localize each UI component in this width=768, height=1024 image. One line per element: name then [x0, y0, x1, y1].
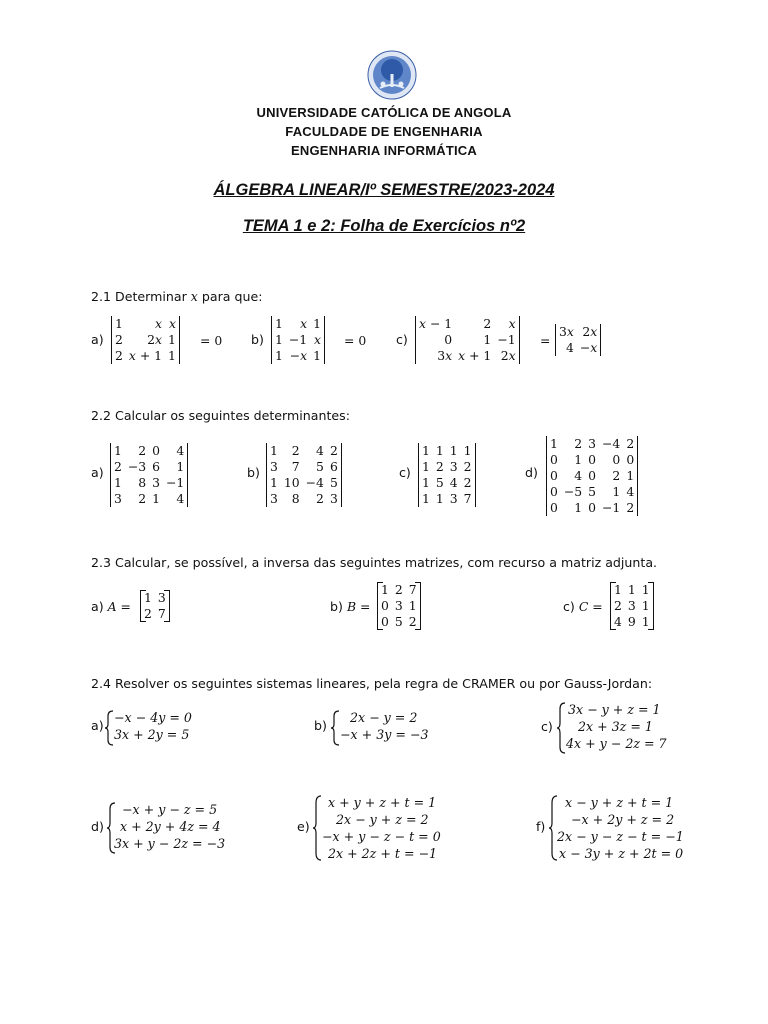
question-2-2: 2.2 Calcular os seguintes determinantes:	[91, 408, 350, 423]
matrix-B: 1 2 7 0 3 1 0 5 2	[377, 582, 421, 630]
system-2-4-c: 3x − y + z = 1 2x + 3z = 1 4x + y − 2z = 7	[566, 702, 667, 751]
question-2-1: 2.1 Determinar x para que:	[91, 289, 263, 304]
label-2-2-d: d)	[525, 465, 538, 480]
determinant-2-1-c-right: 3x 2x 4 −x	[555, 324, 601, 356]
label-2-1-a: a)	[91, 332, 104, 347]
determinant-2-2-a: 1 2 0 4 2 −3 6 1 1 8 3 −1 3 2 1 4	[110, 443, 188, 507]
faculty-name: FACULDADE DE ENGENHARIA	[285, 124, 483, 139]
equals-2-1-a: = 0	[200, 333, 223, 348]
determinant-2-1-a: 1 x x 2 2x 1 2 x + 1 1	[111, 316, 180, 364]
brace-icon	[104, 710, 114, 746]
question-2-3: 2.3 Calcular, se possível, a inversa das seguintes matrizes, com recurso a matriz adjunta.	[91, 555, 658, 570]
brace-icon	[330, 710, 340, 746]
determinant-2-1-c-left: x − 1 2 x 0 1 −1 3x x + 1 2x	[415, 316, 520, 364]
question-2-4: 2.4 Resolver os seguintes sistemas lineares, pela regra de CRAMER ou por Gauss-Jordan:	[91, 676, 653, 691]
matrix-C: 1 1 1 2 3 1 4 9 1	[610, 582, 654, 630]
system-2-4-e: x + y + z + t = 1 2x − y + z = 2 −x + y − z − t = 0 2x + 2z + t = −1	[322, 795, 441, 861]
determinant-2-2-d: 1 2 3 −4 2 0 1 0 0 0 0 4 0 2 1 0 −5 5 1 4 0 1 0 −1 2	[546, 436, 638, 516]
system-2-4-d: −x + y − z = 5 x + 2y + 4z = 4 3x + y − 2z = −3	[114, 802, 226, 851]
equals-2-1-c: =	[540, 333, 551, 348]
department-name: ENGENHARIA INFORMÁTICA	[291, 143, 477, 158]
brace-icon	[312, 795, 322, 861]
label-2-4-a: a)	[91, 718, 104, 733]
label-2-1-c: c)	[396, 332, 408, 347]
matrix-A: 1 3 2 7	[140, 590, 170, 622]
label-2-2-a: a)	[91, 465, 104, 480]
university-logo-icon	[367, 50, 417, 100]
label-2-3-c: c) C =	[563, 599, 603, 614]
label-2-3-b: b) B =	[330, 599, 371, 614]
sheet-title: TEMA 1 e 2: Folha de Exercícios nº2	[242, 217, 526, 235]
label-2-4-f: f)	[536, 819, 546, 834]
label-2-4-b: b)	[314, 718, 327, 733]
course-title: ÁLGEBRA LINEAR/Iº SEMESTRE/2023-2024	[213, 181, 555, 199]
system-2-4-b: 2x − y = 2 −x + 3y = −3	[340, 710, 429, 742]
label-2-3-a: a) A =	[91, 599, 131, 614]
label-2-2-b: b)	[247, 465, 260, 480]
label-2-4-e: e)	[297, 819, 310, 834]
label-2-4-d: d)	[91, 819, 104, 834]
label-2-2-c: c)	[399, 465, 411, 480]
equals-2-1-b: = 0	[344, 333, 367, 348]
system-2-4-f: x − y + z + t = 1 −x + 2y + z = 2 2x − y − z − t = −1 x − 3y + z + 2t = 0	[557, 795, 684, 861]
label-2-4-c: c)	[541, 719, 553, 734]
university-name: UNIVERSIDADE CATÓLICA DE ANGOLA	[256, 105, 512, 120]
determinant-2-2-c: 1 1 1 1 1 2 3 2 1 5 4 2 1 1 3 7	[418, 443, 476, 507]
brace-icon	[556, 702, 566, 754]
determinant-2-1-b: 1 x 1 1 −1 x 1 −x 1	[271, 316, 325, 364]
determinant-2-2-b: 1 2 4 2 3 7 5 6 1 10 −4 5 3 8 2 3	[266, 443, 342, 507]
system-2-4-a: −x − 4y = 0 3x + 2y = 5	[114, 710, 192, 742]
label-2-1-b: b)	[251, 332, 264, 347]
